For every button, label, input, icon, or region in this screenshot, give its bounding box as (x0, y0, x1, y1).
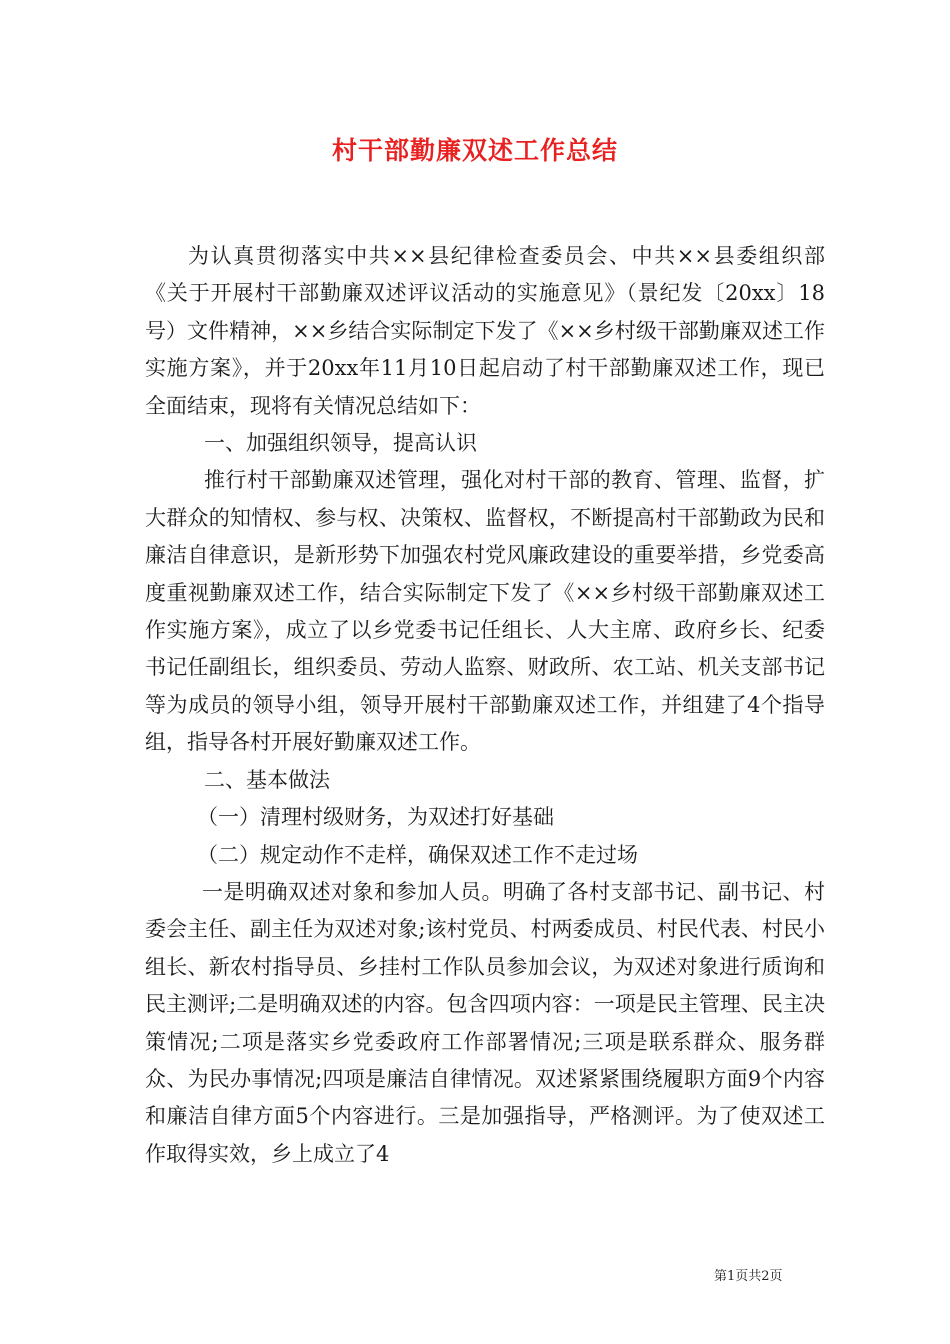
heading-section-2: 二、基本做法 (204, 767, 330, 792)
paragraph-section-2-2: 一是明确双述对象和参加人员。明确了各村支部书记、副书记、村委会主任、副主任为双述对象;该村党员、村两委成员、村民代表、村民小组长、新农村指导员、乡挂村工作队员参加会议，为双述对象进行质询和民主测评;二是明确双述的内容。包含四项内容：一项是民主管理、民主决策情况;二项是落实乡党委政府工作部署情况;三项是联系群众、服务群众、为民办事情况;四项是廉洁自律情况。双述紧紧围绕履职方面9个内容和廉洁自律方面5个内容进行。三是加强指导，严格测评。为了使双述工作取得实效，乡上成立了4 (145, 879, 825, 1166)
document-body (145, 238, 825, 1173)
paragraph-section-1: 推行村干部勤廉双述管理，强化对村干部的教育、管理、监督，扩大群众的知情权、参与权、决策权、监督权，不断提高村干部勤政为民和廉洁自律意识，是新形势下加强农村党风廉政建设的重要举措，乡党委高度重视勤廉双述工作，结合实际制定下发了《××乡村级干部勤廉双述工作实施方案》，成立了以乡党委书记任组长、人大主席、政府乡长、纪委书记任副组长，组织委员、劳动人监察、财政所、农工站、机关支部书记等为成员的领导小组，领导开展村干部勤廉双述工作，并组建了4个指导组，指导各村开展好勤廉双述工作。 (145, 468, 825, 755)
document-title: 村干部勤廉双述工作总结 (331, 136, 618, 165)
page-number-footer: 第1页共2页 (714, 1269, 783, 1284)
subheading-2-2: （二）规定动作不走样，确保双述工作不走过场 (197, 842, 638, 867)
paragraph-intro: 为认真贯彻落实中共××县纪律检查委员会、中共××县委组织部《关于开展村干部勤廉双述评议活动的实施意见》（景纪发〔20xx〕18号）文件精神，××乡结合实际制定下发了《××乡村级干部勤廉双述工作实施方案》，并于20xx年11月10日起启动了村干部勤廉双述工作，现已全面结束，现将有关情况总结如下： (145, 244, 825, 418)
heading-section-1: 一、加强组织领导，提高认识 (204, 431, 477, 456)
subheading-2-1: （一）清理村级财务，为双述打好基础 (197, 805, 554, 830)
